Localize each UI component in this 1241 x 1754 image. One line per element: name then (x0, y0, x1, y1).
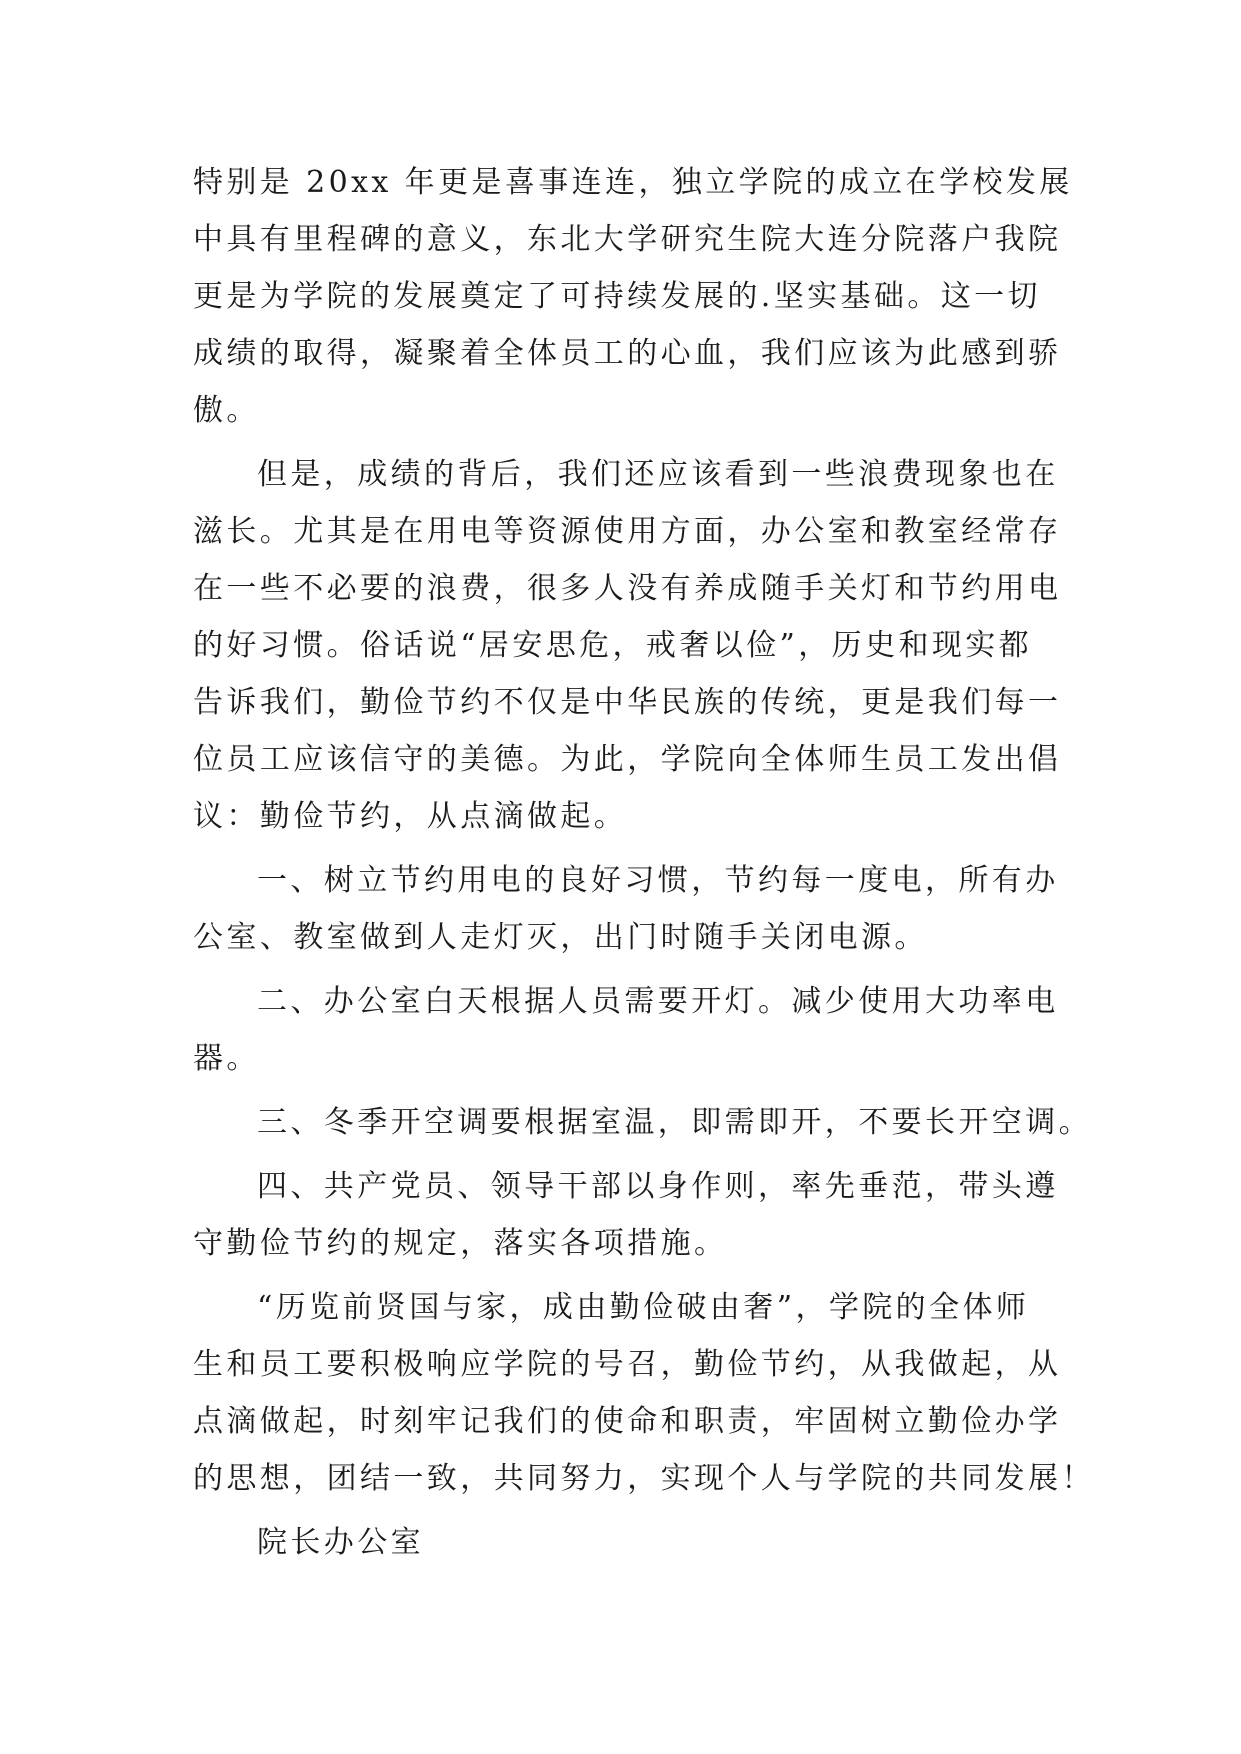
paragraph-4 (193, 973, 1059, 1087)
text-line: 一、树立节约用电的良好习惯，节约每一度电，所有办 (257, 863, 1059, 898)
signature-line: 院长办公室 (257, 1525, 424, 1560)
text-line: 傲。 (193, 393, 260, 428)
text-line: 特别是 20xx 年更是喜事连连，独立学院的成立在学校发展 (193, 165, 1073, 200)
text-line: 公室、教室做到人走灯灭，出门时随手关闭电源。 (193, 920, 928, 955)
paragraph-5 (193, 1094, 1092, 1151)
text-line: 的思想，团结一致，共同努力，实现个人与学院的共同发展！ (193, 1461, 1095, 1496)
text-line: “历览前贤国与家，成由勤俭破由奢”，学院的全体师 (257, 1290, 1030, 1325)
text-line: 告诉我们，勤俭节约不仅是中华民族的传统，更是我们每一 (193, 685, 1062, 720)
text-line: 成绩的取得，凝聚着全体员工的心血，我们应该为此感到骄 (193, 336, 1062, 371)
text-line: 在一些不必要的浪费，很多人没有养成随手关灯和节约用电 (193, 571, 1062, 606)
paragraph-3 (193, 852, 1059, 966)
text-line: 的好习惯。俗话说“居安思危，戒奢以俭”，历史和现实都 (193, 628, 1033, 663)
text-line: 生和员工要积极响应学院的号召，勤俭节约，从我做起，从 (193, 1347, 1062, 1382)
paragraph-1 (193, 154, 1073, 439)
paragraph-2 (193, 446, 1062, 845)
text-line: 四、共产党员、领导干部以身作则，率先垂范，带头遵 (257, 1169, 1059, 1204)
text-line: 点滴做起，时刻牢记我们的使命和职责，牢固树立勤俭办学 (193, 1404, 1062, 1439)
text-line: 位员工应该信守的美德。为此，学院向全体师生员工发出倡 (193, 742, 1062, 777)
document-body (193, 154, 1095, 1571)
text-line: 三、冬季开空调要根据室温，即需即开，不要长开空调。 (257, 1105, 1092, 1140)
text-line: 议：勤俭节约，从点滴做起。 (193, 799, 628, 834)
text-line: 但是，成绩的背后，我们还应该看到一些浪费现象也在 (257, 457, 1059, 492)
signature-paragraph (193, 1514, 1053, 1571)
paragraph-7 (193, 1279, 1095, 1507)
text-line: 二、办公室白天根据人员需要开灯。减少使用大功率电 (257, 984, 1059, 1019)
text-line: 滋长。尤其是在用电等资源使用方面，办公室和教室经常存 (193, 514, 1062, 549)
text-line: 守勤俭节约的规定，落实各项措施。 (193, 1226, 728, 1261)
paragraph-6 (193, 1158, 1059, 1272)
text-line: 器。 (193, 1041, 260, 1076)
text-line: 更是为学院的发展奠定了可持续发展的.坚实基础。这一切 (193, 279, 1041, 314)
text-line: 中具有里程碑的意义，东北大学研究生院大连分院落户我院 (193, 222, 1062, 257)
